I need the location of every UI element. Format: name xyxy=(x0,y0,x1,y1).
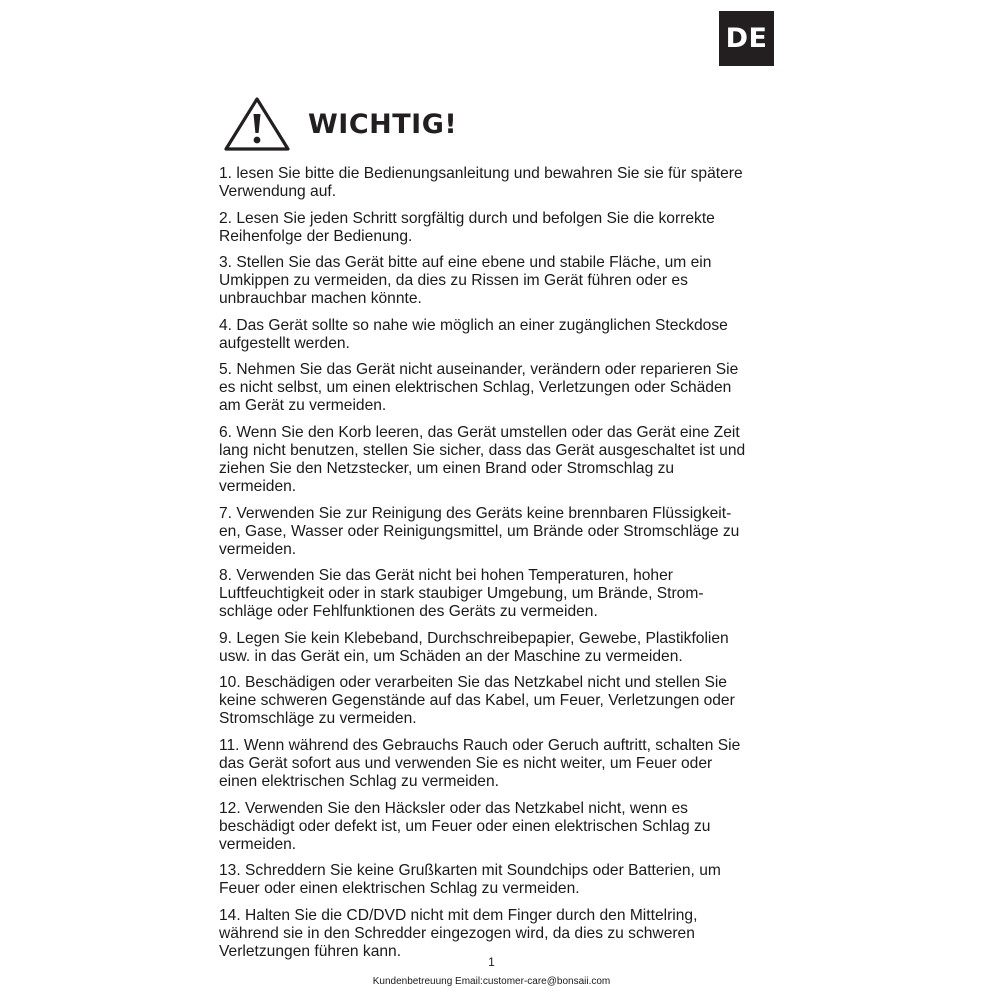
list-item: 8. Verwenden Sie das Gerät nicht bei hohen Temperaturen, hoher Luftfeuchtigkeit oder in stark staubiger Umgebung, um Brände, Strom- schläge oder Fehlfunktionen des Geräts zu vermeiden. xyxy=(219,567,704,621)
list-item: 7. Verwenden Sie zur Reinigung des Geräts keine brennbaren Flüssigkeit- en, Gase, Wasser oder Reinigungsmittel, um Brände oder Stromschläge zu vermeiden. xyxy=(219,504,740,558)
list-item: 13. Schreddern Sie keine Grußkarten mit Soundchips oder Batterien, um Feuer oder einen elektrischen Schlag zu vermeiden. xyxy=(219,862,721,898)
safety-instructions-list xyxy=(219,165,799,969)
list-item: 2. Lesen Sie jeden Schritt sorgfältig durch und befolgen Sie die korrekte Reihenfolge der Bedienung. xyxy=(219,209,715,245)
list-item: 9. Legen Sie kein Klebeband, Durchschreibepapier, Gewebe, Plastikfolien usw. in das Gerät ein, um Schäden an der Maschine zu vermeiden. xyxy=(219,629,729,665)
heading-title: WICHTIG! xyxy=(308,108,458,140)
list-item: 10. Beschädigen oder verarbeiten Sie das Netzkabel nicht und stellen Sie keine schweren Gegenstände auf das Kabel, um Feuer, Verletzungen oder Stromschläge zu vermeiden. xyxy=(219,674,735,728)
list-item: 12. Verwenden Sie den Häcksler oder das Netzkabel nicht, wenn es beschädigt oder defekt ist, um Feuer oder einen elektrischen Schlag zu vermeiden. xyxy=(219,799,711,853)
list-item: 1. lesen Sie bitte die Bedienungsanleitung und bewahren Sie sie für spätere Verwendung auf. xyxy=(219,165,743,200)
language-badge: DE xyxy=(719,11,774,66)
list-item: 3. Stellen Sie das Gerät bitte auf eine ebene und stabile Fläche, um ein Umkippen zu vermeiden, da dies zu Rissen im Gerät führen oder es unbrauchbar machen könnte. xyxy=(219,254,712,308)
list-item: 11. Wenn während des Gebrauchs Rauch oder Geruch auftritt, schalten Sie das Gerät sofort aus und verwenden Sie es nicht weiter, um Feuer oder einen elektrischen Schlag zu vermeiden. xyxy=(219,736,741,790)
list-item: 6. Wenn Sie den Korb leeren, das Gerät umstellen oder das Gerät eine Zeit lang nicht benutzen, stellen Sie sicher, dass das Gerät ausgeschaltet ist und ziehen Sie den Netzstecker, um einen Brand oder Stromschlag zu vermeiden. xyxy=(219,423,746,495)
warning-heading xyxy=(222,94,457,154)
footer-contact: Kundenbetreuung Email:customer-care@bonsaii.com xyxy=(372,976,611,987)
list-item: 14. Halten Sie die CD/DVD nicht mit dem Finger durch den Mittelring, während sie in den Schredder eingezogen wird, da dies zu schweren Verletzungen führen kann. xyxy=(219,906,698,960)
list-item: 4. Das Gerät sollte so nahe wie möglich an einer zugänglichen Steckdose aufgestellt werden. xyxy=(219,316,728,352)
warning-triangle-icon xyxy=(222,95,292,153)
list-item: 5. Nehmen Sie das Gerät nicht auseinander, verändern oder reparieren Sie es nicht selbst, um einen elektrischen Schlag, Verletzungen oder Schäden am Gerät zu vermeiden. xyxy=(219,361,739,415)
page-number: 1 xyxy=(488,955,495,969)
